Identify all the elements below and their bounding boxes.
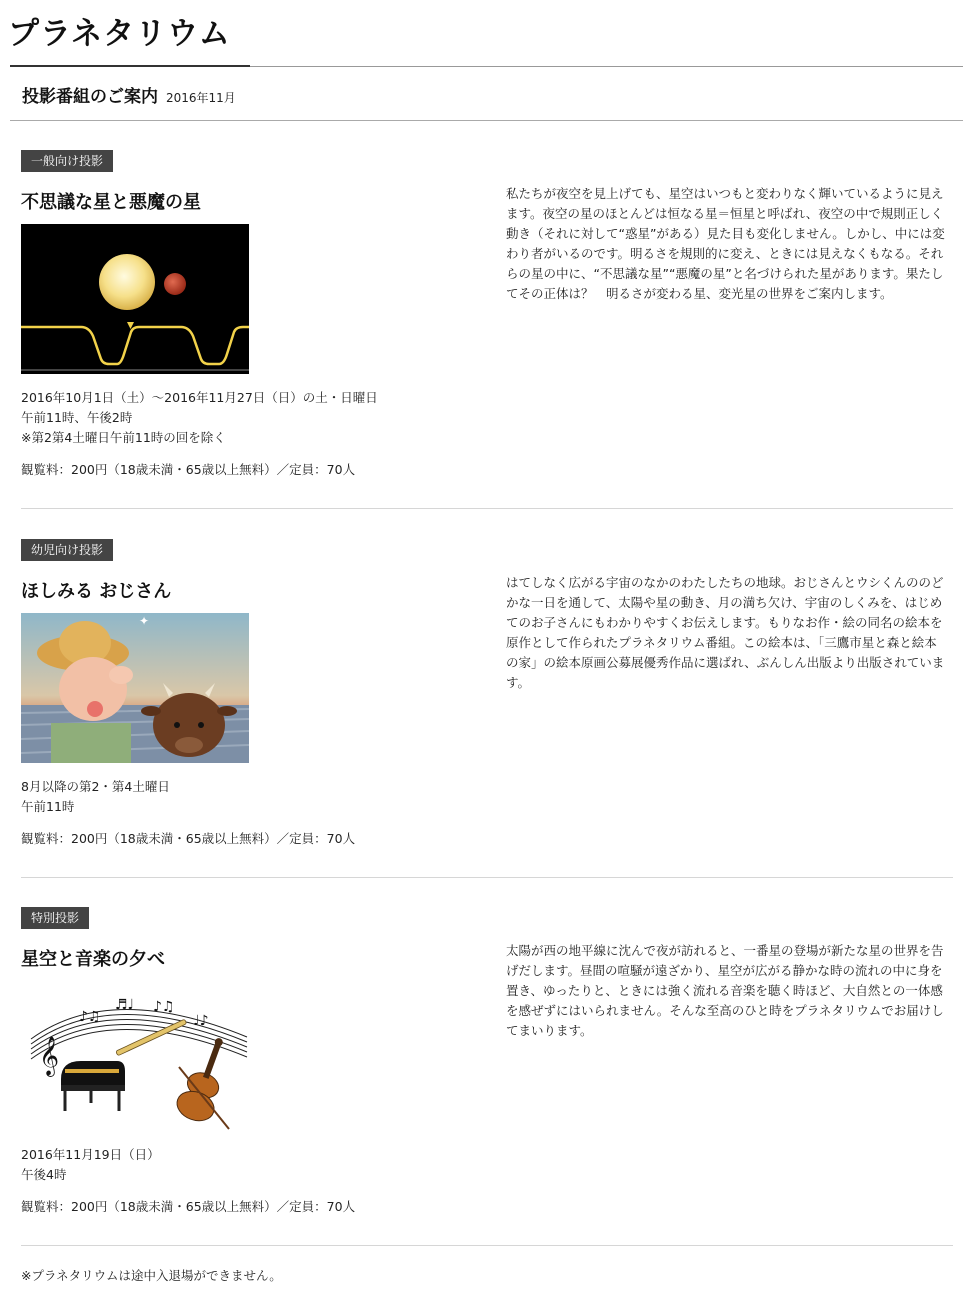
program-divider xyxy=(21,1245,953,1246)
title-underline xyxy=(10,65,250,67)
svg-text:♬♩: ♬♩ xyxy=(115,997,135,1013)
program-title: 不思議な星と悪魔の星 xyxy=(21,192,201,213)
section-header xyxy=(22,82,236,107)
schedule-line: 午前11時 xyxy=(21,799,75,814)
schedule-line: 午後4時 xyxy=(21,1167,67,1182)
schedule-line: ※第2第4土曜日午前11時の回を除く xyxy=(21,430,226,445)
program-schedule xyxy=(21,388,378,448)
category-badge: 幼児向け投影 xyxy=(21,539,113,561)
schedule-line: 2016年11月19日（日） xyxy=(21,1147,160,1162)
section-divider xyxy=(10,120,963,121)
program-fee: 観覧料：200円（18歳未満・65歳以上無料）／定員：70人 xyxy=(21,462,356,477)
category-badge: 特別投影 xyxy=(21,907,89,929)
program-divider xyxy=(21,877,953,878)
svg-text:♪♫: ♪♫ xyxy=(79,1009,101,1025)
program-description: 太陽が西の地平線に沈んで夜が訪れると、一番星の登場が新たな星の世界を告げだします。昼間の喧騒が遠ざかり、星空が広がる静かな時の流れの中に身を置き、ゆったりと、ときには強く流れる音楽を聴く時ほど、大自然との一体感を感ぜずにはいられません。そんな至高のひと時をプラネタリウムでお届けしてまいります。 xyxy=(506,943,944,1038)
title-rule xyxy=(250,66,963,67)
footer-note: ※プラネタリウムは途中入退場ができません。 xyxy=(21,1268,282,1283)
schedule-line: 午前11時、午後2時 xyxy=(21,410,133,425)
schedule-line: 2016年10月1日（土）〜2016年11月27日（日）の土・日曜日 xyxy=(21,390,378,405)
program-divider xyxy=(21,508,953,509)
category-badge: 一般向け投影 xyxy=(21,150,113,172)
page-title: プラネタリウム xyxy=(8,16,231,52)
program-title: ほしみる おじさん xyxy=(21,581,172,602)
section-date: 2016年11月 xyxy=(166,91,236,105)
farmer-and-cow-illustration xyxy=(21,613,249,763)
svg-text:𝄞: 𝄞 xyxy=(39,1036,60,1076)
variable-star-illustration xyxy=(21,224,249,374)
program-fee: 観覧料：200円（18歳未満・65歳以上無料）／定員：70人 xyxy=(21,1199,356,1214)
section-title: 投影番組のご案内 xyxy=(22,87,158,107)
program-schedule xyxy=(21,777,170,817)
program-title: 星空と音楽の夕べ xyxy=(21,949,165,970)
program-description: 私たちが夜空を見上げても、星空はいつもと変わりなく輝いているように見えます。夜空の星のほとんどは恒なる星＝恒星と呼ばれ、夜空の中で規則正しく動き（それに対して“惑星”がある）見た目も変化しません。しかし、中には変わり者がいるのです。明るさを規則的に変え、ときには見えなくもなる。それらの星の中に、“不思議な星”“悪魔の星”と名づけられた星があります。果たしてその正体は？ 明るさが変わる星、変光星の世界をご案内します。 xyxy=(506,186,945,301)
svg-text:♪♫: ♪♫ xyxy=(153,999,175,1015)
music-instruments-illustration xyxy=(21,981,249,1131)
program-schedule xyxy=(21,1145,160,1185)
svg-text:✦: ✦ xyxy=(139,614,150,628)
schedule-line: 8月以降の第2・第4土曜日 xyxy=(21,779,170,794)
svg-text:♩♪: ♩♪ xyxy=(193,1013,209,1029)
program-fee: 観覧料：200円（18歳未満・65歳以上無料）／定員：70人 xyxy=(21,831,356,846)
program-description: はてしなく広がる宇宙のなかのわたしたちの地球。おじさんとウシくんののどかな一日を通して、太陽や星の動き、月の満ち欠け、宇宙のしくみを、はじめてのお子さんにもわかりやすくお伝えします。もりなお作・絵の同名の絵本を原作として作られたプラネタリウム番組。この絵本は、「三鷹市星と森と絵本の家」の絵本原画公募展優秀作品に選ばれ、ぶんしん出版より出版されています。 xyxy=(506,575,945,690)
